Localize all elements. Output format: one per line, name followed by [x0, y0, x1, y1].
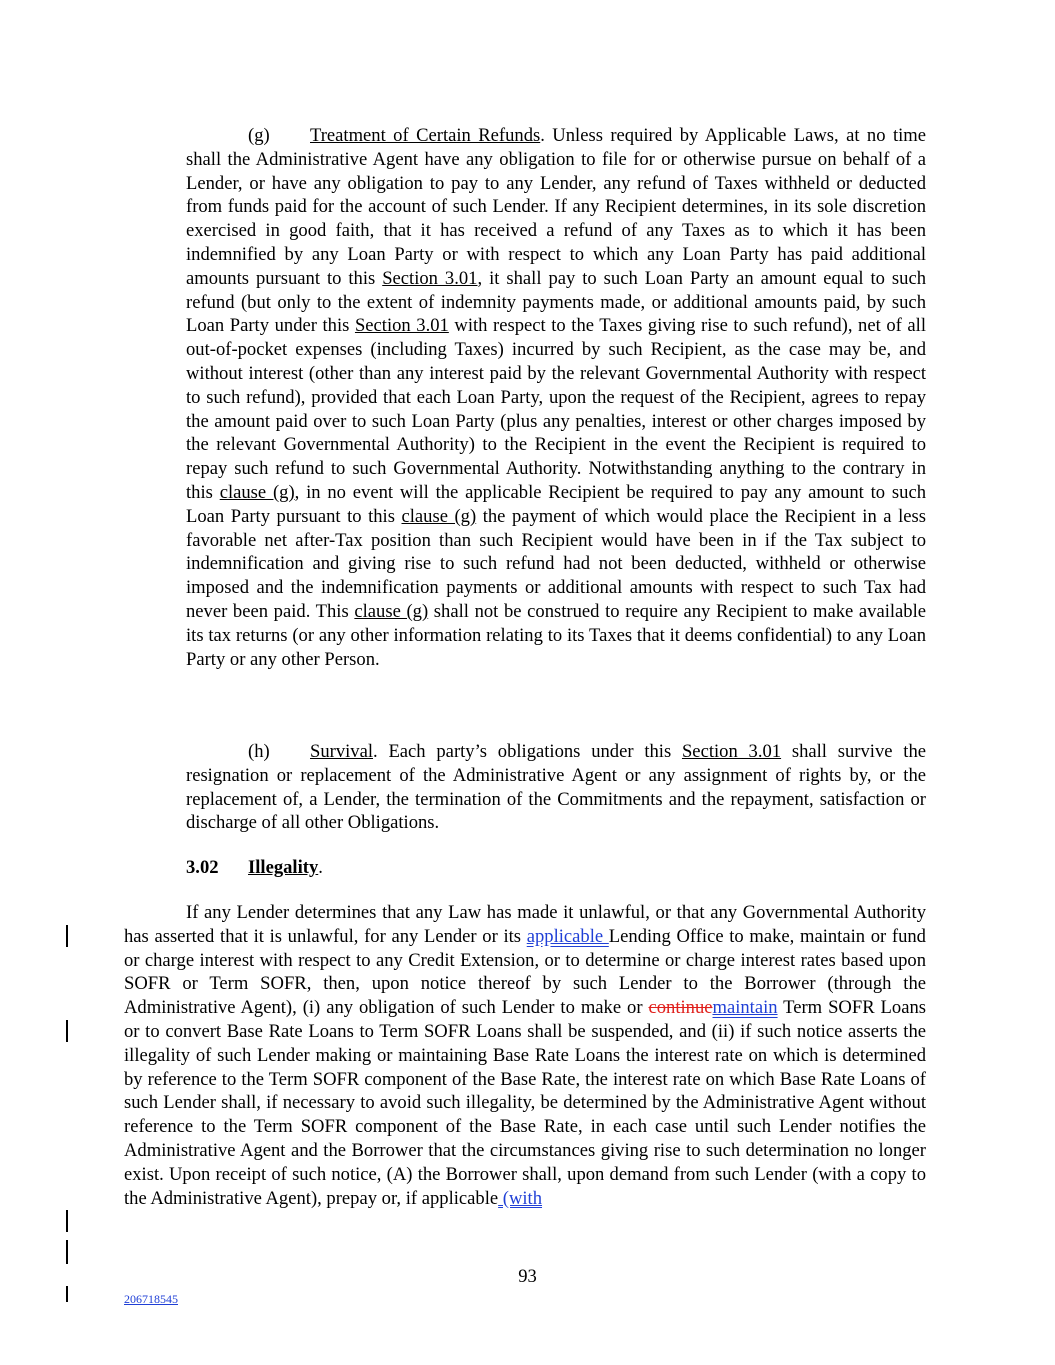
section-3-01-reference: Section 3.01 [681, 741, 782, 762]
section-title: Illegality [248, 857, 319, 878]
paragraph-3-02-text-2: Lending Office to make, maintain or fund or charge interest with respect to any Credit Extension, or to determine or charge interest rates based upon SOFR or Term SOFR, then, upon notice thereof by such Lender to the Borrower (through the Administrative Agent), (i) any obligation of such Lender to make or [124, 925, 926, 1019]
inserted-text: maintain [712, 997, 778, 1019]
section-number: 3.02 [186, 857, 219, 878]
paragraph-g-text-2: , it shall pay to such Loan Party an amount equal to such refund (but only to the extent of indemnity payments made, or additional amounts paid, by such Loan Party under this [186, 267, 927, 337]
change-bar [66, 1210, 68, 1232]
paragraph-3-02-text-1: If any Lender determines that any Law has made it unlawful, or that any Governmental Authority has asserted that it is unlawful, for any Lender or its [124, 902, 926, 947]
paragraph-3-02 [124, 901, 926, 1210]
paragraph-3-02-text-3: Term SOFR Loans or to convert Base Rate Loans to Term SOFR Loans shall be suspended, and (ii) if such notice asserts the illegality of such Lender making or maintaining Base Rate Loans the interest rate on which is determined by reference to the Term SOFR component of the Base Rate, the interest rate on which Base Rate Loans of such Lender shall, if necessary to avoid such illegality, be determined by the Administrative Agent without reference to the Term SOFR component of the Base Rate, in each case until such Lender notifies the Administrative Agent and the Borrower that the circumstances giving rise to such determination no longer exist. Upon receipt of such notice, (A) the Borrower shall, upon demand from such Lender (with a copy to the Administrative Agent), prepay or, if applicable [124, 997, 926, 1209]
paragraph-h [186, 740, 926, 835]
paragraph-g-title: Treatment of Certain Refunds [310, 125, 541, 146]
clause-g-reference: clause (g) [401, 505, 477, 527]
paragraph-h-label: (h) [248, 741, 270, 762]
clause-g-reference: clause (g) [354, 600, 429, 622]
paragraph-h-text-2: shall survive the resignation or replacement of the Administrative Agent or any assignment of rights by, or the replacement of, a Lender, the termination of the Commitments and the repayment, satisfaction or discharge of all other Obligations. [186, 741, 926, 834]
paragraph-g-label: (g) [248, 125, 270, 146]
paragraph-h-title: Survival [310, 741, 374, 762]
change-bar [66, 925, 68, 947]
paragraph-g-text-6: shall not be construed to require any Recipient to make available its tax returns (or any other information relating to its Taxes that it deems confidential) to any Loan Party or any other Person. [186, 600, 927, 670]
deleted-text: continue [648, 997, 713, 1019]
section-3-01-reference: Section 3.01 [382, 267, 478, 289]
paragraph-g [186, 124, 926, 671]
paragraph-g-text-3: with respect to the Taxes giving rise to such refund), net of all out-of-pocket expenses (including Taxes) incurred by such Recipient, as the case may be, and without interest (other than any interest paid by the relevant Governmental Authority with respect to such refund), provided that each Loan Party, upon the request of the Recipient, agrees to repay the amount paid over to such Loan Party (plus any penalties, interest or other charges imposed by the relevant Governmental Authority) to the Recipient in the event the Recipient is required to repay such refund to such Governmental Authority. Notwithstanding anything to the contrary in this [186, 315, 926, 503]
section-3-02-heading [186, 856, 323, 880]
section-title-period: . [318, 857, 323, 878]
paragraph-h-text-1: . Each party’s obligations under this [373, 741, 682, 762]
page-number: 93 [518, 1266, 537, 1287]
inserted-text: (with [498, 1187, 543, 1209]
section-3-01-reference: Section 3.01 [354, 315, 449, 337]
change-bar [66, 1240, 68, 1264]
clause-g-reference: clause (g) [219, 481, 295, 503]
document-id: 206718545 [124, 1292, 178, 1306]
paragraph-g-text-5: the payment of which would place the Recipient in a less favorable net after-Tax position than such Recipient would have been in if the Tax subject to indemnification and giving rise to such refund had not been deducted, withheld or otherwise imposed and the indemnification payments or additional amounts with respect to such Tax had never been paid. This [186, 505, 926, 622]
inserted-text: applicable [526, 925, 609, 947]
change-bar [66, 1020, 68, 1042]
paragraph-g-text-1: . Unless required by Applicable Laws, at no time shall the Administrative Agent have any obligation to file for or otherwise pursue on behalf of a Lender, or have any obligation to pay to any Lender, any refund of Taxes withheld or deducted from funds paid for the account of such Lender. If any Recipient determines, in its sole discretion exercised in good faith, that it has received a refund of any Taxes as to which it has been indemnified by any Loan Party or with respect to which any Loan Party has paid additional amounts pursuant to this [186, 125, 926, 289]
paragraph-g-text-4: , in no event will the applicable Recipient be required to pay any amount to such Loan Party pursuant to this [186, 481, 926, 527]
